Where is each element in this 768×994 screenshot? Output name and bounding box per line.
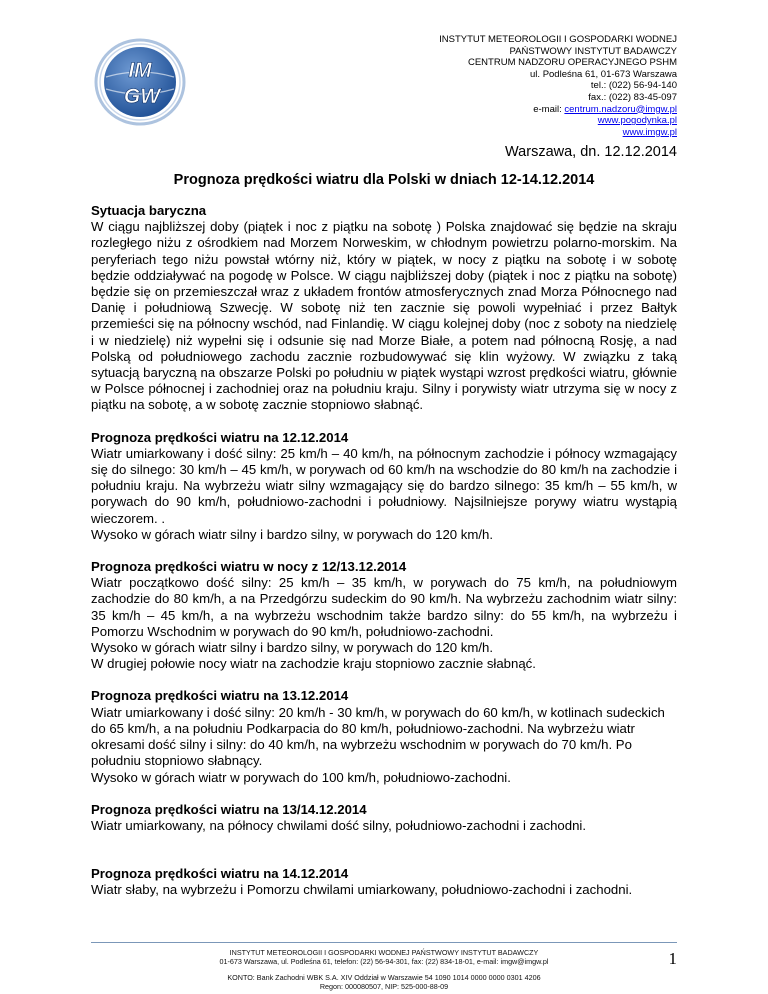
section-paragraph: Wysoko w górach wiatr silny i bardzo silny, w porywach do 120 km/h. bbox=[91, 526, 494, 542]
section-paragraph: W drugiej połowie nocy wiatr na zachodzie kraju stopniowo zacznie słabnąć. bbox=[91, 656, 536, 672]
section-heading: Prognoza prędkości wiatru na 13.12.2014 bbox=[91, 688, 349, 704]
logo-text-bottom: GW bbox=[123, 85, 161, 108]
section-paragraph: W ciągu najbliższej doby (piątek i noc z piątku na sobotę ) Polska znajdować się będzie na skraju rozległego niżu z ośrodkiem nad Morzem Norweskim, w chłodnym powietrzu polarno-morskim. Na peryferiach tego niżu powstał wtórny niż, który w piątek, w nocy z piątku na sobotę i w sobotę będzie oddziaływać na pogodę w Polsce. W ciągu najbliższej doby (piątek i noc z piątku na sobotę) będzie się on przemieszczał wraz z układem frontów atmosferycznych znad Morza Północnego nad Danię i południową Szwecję. W sobotę niż ten zacznie się powoli wypełniać i przez Bałtyk przemieści się na północny wschód, nad Finlandię. W ciągu kolejnej doby (noc z soboty na niedzielę i w niedzielę) niż wypełni się i odsunie się nad Morze Białe, a potem nad północną Rosję, a nad Polską od południowego zachodu zacznie rozbudowywać się klin wyżowy. W związku z taką sytuacją baryczną na obszarze Polski po południu w piątek wystąpi wzrost prędkości wiatru, głównie w Polsce północnej i zachodniej oraz na południu kraju. Silny i porywisty wiatr utrzyma się w nocy z piątku na sobotę, a w sobotę zacznie stopniowo słabnąć. bbox=[91, 219, 677, 413]
footer-line: Regon: 000080507, NIP: 525-000-88-09 bbox=[319, 982, 449, 991]
section-paragraph: Wysoko w górach wiatr w porywach do 100 km/h, południowo-zachodni. bbox=[91, 769, 511, 785]
page-number: 1 bbox=[668, 949, 677, 968]
section-heading: Prognoza prędkości wiatru na 14.12.2014 bbox=[91, 866, 349, 882]
email-label: e-mail: bbox=[533, 103, 565, 115]
section-paragraph: Wiatr umiarkowany i dość silny: 25 km/h – 40 km/h, na północnym zachodzie i północy wzmagający się do silnego: 30 km/h – 45 km/h, w porywach od 60 km/h na wschodzie do 80 km/h na zachodzie i południu kraju. Na wybrzeżu wiatr silny wzmagający się do bardzo silnego: 35 km/h – 55 km/h, w porywach do 90 km/h, południowo-zachodni i południowy. Najsilniejsze porywy wiatru wystąpią wieczorem. . bbox=[91, 445, 677, 526]
imgw-link[interactable]: www.imgw.pl bbox=[622, 126, 677, 138]
footer-line: 01-673 Warszawa, ul. Podleśna 61, telefon: (22) 56-94-301, fax: (22) 834-18-01, e-mail: imgw@imgw.pl bbox=[219, 957, 549, 966]
org-line: tel.: (022) 56-94-140 bbox=[590, 80, 677, 92]
section-paragraph: Wiatr początkowo dość silny: 25 km/h – 35 km/h, w porywach do 75 km/h, na południowym zachodzie do 80 km/h, a na Przedgórzu sudeckim do 90 km/h. Na wybrzeżu zachodnim wiatr silny: 35 km/h – 45 km/h, a na wybrzeżu wschodnim także bardzo silny: do 55 km/h, na wybrzeżu i Pomorzu Wschodnim w porywach do 90 km/h, południowo-zachodni. bbox=[91, 575, 677, 639]
section-paragraph: Wiatr umiarkowany i dość silny: 20 km/h - 30 km/h, w porywach do 60 km/h, w kotlinach sudeckich do 65 km/h, a na południu Podkarpacia do 80 km/h, południowo-zachodni. Na wybrzeżu wiatr okresami dość silny i silny: do 40 km/h, na wybrzeżu wschodnim w porywach do 70 km/h. Po południu stopniowo słabnący. bbox=[91, 704, 665, 769]
organization-header bbox=[439, 34, 677, 138]
footer bbox=[91, 948, 677, 991]
org-line: fax.: (022) 83-45-097 bbox=[588, 91, 677, 103]
footer-line: KONTO: Bank Zachodni WBK S.A. XIV Oddział w Warszawie 54 1090 1014 0000 0000 0301 4206 bbox=[227, 973, 541, 982]
section-heading: Prognoza prędkości wiatru na 12.12.2014 bbox=[91, 429, 349, 445]
section-paragraph: Wysoko w górach wiatr silny i bardzo silny, w porywach do 120 km/h. bbox=[91, 640, 494, 656]
org-line: CENTRUM NADZORU OPERACYJNEGO PSHM bbox=[467, 57, 677, 69]
imgw-logo bbox=[92, 37, 187, 127]
section-heading: Sytuacja baryczna bbox=[91, 203, 207, 218]
dateline: Warszawa, dn. 12.12.2014 bbox=[505, 144, 677, 160]
email-line bbox=[439, 104, 677, 116]
logo-text-top: IM bbox=[128, 59, 152, 82]
section-heading: Prognoza prędkości wiatru na 13/14.12.2014 bbox=[91, 801, 367, 817]
org-line: PAŃSTWOWY INSTYTUT BADAWCZY bbox=[509, 45, 677, 57]
pogodynka-link[interactable]: www.pogodynka.pl bbox=[597, 115, 677, 127]
section-heading: Prognoza prędkości wiatru w nocy z 12/13.12.2014 bbox=[91, 559, 407, 575]
document-title: Prognoza prędkości wiatru dla Polski w dniach 12-14.12.2014 bbox=[173, 172, 595, 188]
email-link[interactable]: centrum.nadzoru@imgw.pl bbox=[564, 103, 677, 115]
document-body bbox=[91, 203, 677, 899]
org-line: ul. Podleśna 61, 01-673 Warszawa bbox=[530, 68, 677, 80]
section-paragraph: Wiatr słaby, na wybrzeżu i Pomorzu chwilami umiarkowany, południowo-zachodni i zachodni. bbox=[91, 882, 633, 898]
footer-line: INSTYTUT METEOROLOGII I GOSPODARKI WODNEJ PAŃSTWOWY INSTYTUT BADAWCZY bbox=[229, 948, 539, 957]
section-paragraph: Wiatr umiarkowany, na północy chwilami dość silny, południowo-zachodni i zachodni. bbox=[91, 817, 587, 833]
footer-divider bbox=[91, 942, 677, 943]
org-line: INSTYTUT METEOROLOGII I GOSPODARKI WODNEJ bbox=[439, 34, 677, 45]
